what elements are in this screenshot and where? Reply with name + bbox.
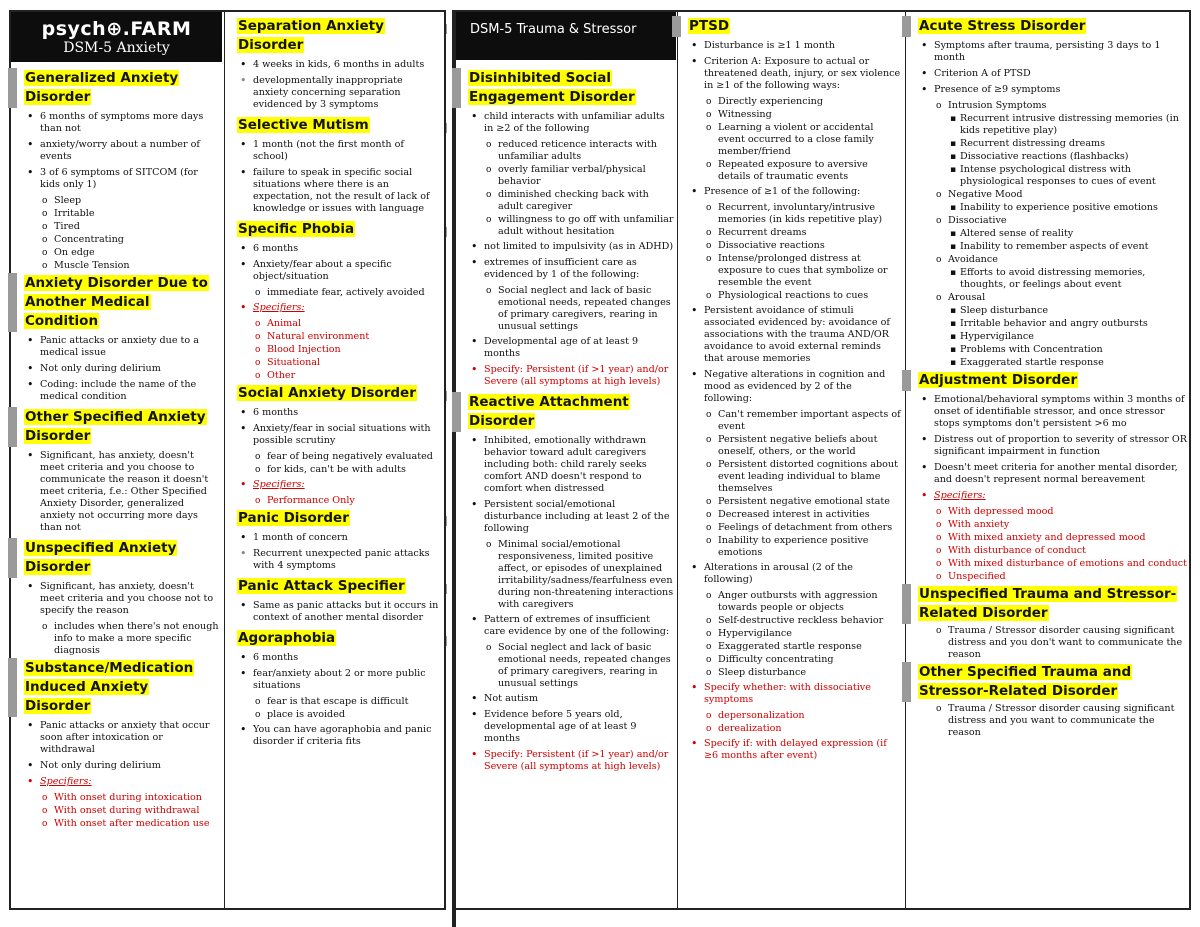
list-item: o Social neglect and lack of basic emotional needs, repeated changes of primary caregivers, rearing in unusual settings: [464, 642, 674, 690]
list-item: o Dissociative reactions: [684, 240, 902, 252]
section-title: Disinhibited Social Engagement Disorder: [469, 70, 635, 105]
list-item: • Alterations in arousal (2 of the following): [684, 562, 902, 586]
section-title: Adjustment Disorder: [919, 372, 1078, 388]
list-item: o Tired: [20, 221, 220, 233]
list-item: o Sleep disturbance: [684, 667, 902, 679]
list-item: o Persistent distorted cognitions about event leading individual to blame themselves: [684, 459, 902, 495]
agoraphobia-list: [233, 652, 441, 748]
list-item: • 4 weeks in kids, 6 months in adults: [233, 59, 441, 71]
list-item: o With mixed disturbance of emotions and conduct: [914, 558, 1188, 570]
list-item: o Natural environment: [233, 331, 441, 343]
list-item: • Evidence before 5 years old, developmental age of at least 9 months: [464, 709, 674, 745]
column-right-1: [464, 68, 674, 777]
list-item: o Irritable: [20, 208, 220, 220]
list-item: ▪ Recurrent distressing dreams: [914, 138, 1188, 150]
list-item: o Minimal social/emotional responsiveness, limited positive affect, or episodes of unexplained irritability/sadness/fearfulness even during non-threatening interactions with caregivers: [464, 539, 674, 611]
column-divider: [224, 12, 225, 908]
list-item: • Pattern of extremes of insufficient care evidence by one of the following:: [464, 614, 674, 638]
selective-mutism-list: [233, 139, 441, 215]
list-item: ▪ Intense psychological distress with physiological responses to cues of event: [914, 164, 1188, 188]
selective-mutism-heading: [233, 115, 441, 136]
list-item: • Persistent social/emotional disturbance including at least 2 of the following: [464, 499, 674, 535]
list-item: o With disturbance of conduct: [914, 545, 1188, 557]
list-item: o Intense/prolonged distress at exposure to cues that symbolize or resemble the event: [684, 253, 902, 289]
section-title: Social Anxiety Disorder: [238, 385, 416, 401]
list-item: • Same as panic attacks but it occurs in context of another mental disorder: [233, 600, 441, 624]
section-title: Anxiety Disorder Due to Another Medical Condition: [25, 275, 208, 329]
list-item: • 1 month of concern: [233, 532, 441, 544]
list-item: ▪ Recurrent intrusive distressing memories (in kids repetitive play): [914, 113, 1188, 137]
section-title: Other Specified Anxiety Disorder: [25, 409, 206, 444]
list-item: o Animal: [233, 318, 441, 330]
list-item: o Persistent negative beliefs about oneself, others, or the world: [684, 434, 902, 458]
list-item: • 6 months: [233, 243, 441, 255]
list-item: o Recurrent dreams: [684, 227, 902, 239]
section-title: Reactive Attachment Disorder: [469, 394, 629, 429]
list-item: • Specify: Persistent (if >1 year) and/or Severe (all symptoms at high levels): [464, 364, 674, 388]
list-item: • developmentally inappropriate anxiety concerning separation evidenced by 3 symptoms: [233, 75, 441, 111]
section-title: Agoraphobia: [238, 630, 336, 646]
list-item: ▪ Efforts to avoid distressing memories, thoughts, or feelings about event: [914, 267, 1188, 291]
list-item: o Witnessing: [684, 109, 902, 121]
section-title: Substance/Medication Induced Anxiety Disorder: [25, 660, 194, 714]
acute-stress-disorder-list: [914, 40, 1188, 369]
list-item: • Symptoms after trauma, persisting 3 days to 1 month: [914, 40, 1188, 64]
list-item: • 3 of 6 symptoms of SITCOM (for kids only 1): [20, 167, 220, 191]
reactive-attachment-disorder-list: [464, 435, 674, 773]
list-item: ▪ Exaggerated startle response: [914, 357, 1188, 369]
list-item: o Self-destructive reckless behavior: [684, 615, 902, 627]
list-item: o Hypervigilance: [684, 628, 902, 640]
list-item: o Blood Injection: [233, 344, 441, 356]
panic-attack-specifier-list: [233, 600, 441, 624]
list-item: • Anxiety/fear in social situations with possible scrutiny: [233, 423, 441, 447]
list-item: o With onset during intoxication: [20, 792, 220, 804]
list-item: • Persistent avoidance of stimuli associated evidenced by: avoidance of associations with the trauma AND/OR avoidance to avoid external reminds that arouse memories: [684, 305, 902, 365]
list-item: • Emotional/behavioral symptoms within 3 months of onset of identifiable stressor, and once stressor stops symptoms don't persistent >6 mo: [914, 394, 1188, 430]
column-right-3: [914, 16, 1188, 740]
list-item: o Directly experiencing: [684, 96, 902, 108]
unspecified-trauma-and-stressor-related-disorder-list: [914, 625, 1188, 661]
list-item: o overly familiar verbal/physical behavior: [464, 164, 674, 188]
list-item: o Exaggerated startle response: [684, 641, 902, 653]
list-item: o Social neglect and lack of basic emotional needs, repeated changes of primary caregivers, rearing in unusual settings: [464, 285, 674, 333]
section-title: Selective Mutism: [238, 117, 369, 133]
section-title: Acute Stress Disorder: [919, 18, 1086, 34]
list-item: o Physiological reactions to cues: [684, 290, 902, 302]
list-item: o Inability to experience positive emotions: [684, 535, 902, 559]
list-item: ▪ Hypervigilance: [914, 331, 1188, 343]
list-item: • Inhibited, emotionally withdrawn behavior toward adult caregivers including both: child rarely seeks comfort AND doesn't respond to comfort when distressed: [464, 435, 674, 495]
list-item: • Significant, has anxiety, doesn't meet criteria and you choose not to specify the reason: [20, 581, 220, 617]
list-item: • Negative alterations in cognition and mood as evidenced by 2 of the following:: [684, 369, 902, 405]
list-item: • 6 months: [233, 407, 441, 419]
list-item: ▪ Dissociative reactions (flashbacks): [914, 151, 1188, 163]
list-item: • Coding: include the name of the medical condition: [20, 379, 220, 403]
adjustment-disorder-heading: [914, 370, 1188, 391]
list-item: o Intrusion Symptoms: [914, 100, 1188, 112]
agoraphobia-heading: [233, 628, 441, 649]
list-item: • Not only during delirium: [20, 363, 220, 375]
list-item: • Specify whether: with dissociative symptoms: [684, 682, 902, 706]
list-item: • Specifiers:: [233, 302, 441, 314]
column-left-2: [233, 16, 441, 752]
list-item: • anxiety/worry about a number of events: [20, 139, 220, 163]
column-right-2: [684, 16, 902, 766]
acute-stress-disorder-heading: [914, 16, 1188, 37]
list-item: • Specifiers:: [233, 479, 441, 491]
list-item: ▪ Inability to experience positive emotions: [914, 202, 1188, 214]
list-item: • Presence of ≥1 of the following:: [684, 186, 902, 198]
list-item: • child interacts with unfamiliar adults in ≥2 of the following: [464, 111, 674, 135]
separation-anxiety-disorder-list: [233, 59, 441, 111]
list-item: o depersonalization: [684, 710, 902, 722]
list-item: • Specifiers:: [20, 776, 220, 788]
section-title: Panic Disorder: [238, 510, 349, 526]
generalized-anxiety-disorder-list: [20, 111, 220, 272]
list-item: o reduced reticence interacts with unfamiliar adults: [464, 139, 674, 163]
social-anxiety-disorder-heading: [233, 383, 441, 404]
list-item: o Muscle Tension: [20, 260, 220, 272]
list-item: ▪ Inability to remember aspects of event: [914, 241, 1188, 253]
list-item: o Dissociative: [914, 215, 1188, 227]
list-item: o Performance Only: [233, 495, 441, 507]
list-item: • failure to speak in specific social situations where there is an expectation, not the result of lack of knowledge or issues with language: [233, 167, 441, 215]
disinhibited-social-engagement-disorder-heading: [464, 68, 674, 108]
list-item: o With depressed mood: [914, 506, 1188, 518]
list-item: • Specifiers:: [914, 490, 1188, 502]
list-item: o Trauma / Stressor disorder causing significant distress and you want to communicate the reason: [914, 703, 1188, 739]
column-divider: [905, 12, 906, 908]
panic-attack-specifier-heading: [233, 576, 441, 597]
list-item: • Not only during delirium: [20, 760, 220, 772]
list-item: o immediate fear, actively avoided: [233, 287, 441, 299]
other-specified-anxiety-disorder-list: [20, 450, 220, 534]
list-item: o Feelings of detachment from others: [684, 522, 902, 534]
list-item: • Specify if: with delayed expression (if ≥6 months after event): [684, 738, 902, 762]
other-specified-anxiety-disorder-heading: [20, 407, 220, 447]
list-item: • Specify: Persistent (if >1 year) and/or Severe (all symptoms at high levels): [464, 749, 674, 773]
list-item: o place is avoided: [233, 709, 441, 721]
list-item: • Distress out of proportion to severity of stressor OR significant impairment in function: [914, 434, 1188, 458]
list-item: o derealization: [684, 723, 902, 735]
anxiety-banner: [11, 12, 222, 62]
list-item: o Other: [233, 370, 441, 382]
generalized-anxiety-disorder-heading: [20, 68, 220, 108]
list-item: • Presence of ≥9 symptoms: [914, 84, 1188, 96]
list-item: • 6 months of symptoms more days than not: [20, 111, 220, 135]
list-item: • Not autism: [464, 693, 674, 705]
list-item: • Developmental age of at least 9 months: [464, 336, 674, 360]
section-title: Separation Anxiety Disorder: [238, 18, 384, 53]
list-item: o Repeated exposure to aversive details of traumatic events: [684, 159, 902, 183]
list-item: • fear/anxiety about 2 or more public situations: [233, 668, 441, 692]
list-item: o On edge: [20, 247, 220, 259]
list-item: o Avoidance: [914, 254, 1188, 266]
list-item: • Significant, has anxiety, doesn't meet criteria and you choose to communicate the reason it doesn't meet criteria, f.e.: Other Specified Anxiety Disorder, generalized anxiety not occurring more days than not: [20, 450, 220, 534]
list-item: • Criterion A of PTSD: [914, 68, 1188, 80]
list-item: • Panic attacks or anxiety due to a medical issue: [20, 335, 220, 359]
brand-logo: psych⊕.FARM: [41, 18, 192, 40]
list-item: o Decreased interest in activities: [684, 509, 902, 521]
disinhibited-social-engagement-disorder-list: [464, 111, 674, 388]
list-item: o Anger outbursts with aggression towards people or objects: [684, 590, 902, 614]
ptsd-heading: [684, 16, 902, 37]
list-item: ▪ Problems with Concentration: [914, 344, 1188, 356]
specific-phobia-list: [233, 243, 441, 382]
section-title: Unspecified Trauma and Stressor-Related Disorder: [919, 586, 1177, 621]
social-anxiety-disorder-list: [233, 407, 441, 507]
list-item: o With onset after medication use: [20, 818, 220, 830]
list-item: o fear is that escape is difficult: [233, 696, 441, 708]
list-item: • Recurrent unexpected panic attacks with 4 symptoms: [233, 548, 441, 572]
section-title: Unspecified Anxiety Disorder: [25, 540, 177, 575]
list-item: ▪ Irritable behavior and angry outbursts: [914, 318, 1188, 330]
substance-medication-induced-anxiety-disorder-list: [20, 720, 220, 830]
ptsd-list: [684, 40, 902, 762]
list-item: o for kids, can't be with adults: [233, 464, 441, 476]
substance-medication-induced-anxiety-disorder-heading: [20, 658, 220, 717]
list-item: • 6 months: [233, 652, 441, 664]
anxiety-disorder-due-to-another-medical-condition-heading: [20, 273, 220, 332]
list-item: o Arousal: [914, 292, 1188, 304]
unspecified-anxiety-disorder-list: [20, 581, 220, 657]
panel-spine: [452, 10, 456, 927]
banner-title: DSM-5 Trauma & Stressor: [470, 22, 637, 37]
section-title: Other Specified Trauma and Stressor-Related Disorder: [919, 664, 1132, 699]
list-item: ▪ Sleep disturbance: [914, 305, 1188, 317]
list-item: ▪ Altered sense of reality: [914, 228, 1188, 240]
anxiety-disorder-due-to-another-medical-condition-list: [20, 335, 220, 403]
list-item: o Concentrating: [20, 234, 220, 246]
list-item: o Persistent negative emotional state: [684, 496, 902, 508]
list-item: o fear of being negatively evaluated: [233, 451, 441, 463]
section-title: Specific Phobia: [238, 221, 355, 237]
banner-title: DSM-5 Anxiety: [63, 40, 170, 56]
list-item: • Criterion A: Exposure to actual or threatened death, injury, or sex violence in ≥1 of the following ways:: [684, 56, 902, 92]
list-item: o Can't remember important aspects of event: [684, 409, 902, 433]
other-specified-trauma-and-stressor-related-disorder-list: [914, 703, 1188, 739]
list-item: • Anxiety/fear about a specific object/situation: [233, 259, 441, 283]
panic-disorder-list: [233, 532, 441, 572]
adjustment-disorder-list: [914, 394, 1188, 583]
section-title: Panic Attack Specifier: [238, 578, 405, 594]
unspecified-anxiety-disorder-heading: [20, 538, 220, 578]
list-item: o Sleep: [20, 195, 220, 207]
section-title: PTSD: [689, 18, 730, 34]
list-item: • Panic attacks or anxiety that occur soon after intoxication or withdrawal: [20, 720, 220, 756]
column-left-1: [20, 68, 220, 831]
unspecified-trauma-and-stressor-related-disorder-heading: [914, 584, 1188, 624]
reactive-attachment-disorder-heading: [464, 392, 674, 432]
specific-phobia-heading: [233, 219, 441, 240]
list-item: o Situational: [233, 357, 441, 369]
list-item: o diminished checking back with adult caregiver: [464, 189, 674, 213]
list-item: o Difficulty concentrating: [684, 654, 902, 666]
list-item: • You can have agoraphobia and panic disorder if criteria fits: [233, 724, 441, 748]
list-item: • not limited to impulsivity (as in ADHD): [464, 241, 674, 253]
list-item: • extremes of insufficient care as evidenced by 1 of the following:: [464, 257, 674, 281]
other-specified-trauma-and-stressor-related-disorder-heading: [914, 662, 1188, 702]
column-divider: [677, 12, 678, 908]
list-item: o With mixed anxiety and depressed mood: [914, 532, 1188, 544]
section-title: Generalized Anxiety Disorder: [25, 70, 179, 105]
list-item: o Negative Mood: [914, 189, 1188, 201]
panic-disorder-heading: [233, 508, 441, 529]
list-item: • 1 month (not the first month of school): [233, 139, 441, 163]
list-item: o Trauma / Stressor disorder causing significant distress and you don't want to communicate the reason: [914, 625, 1188, 661]
list-item: • Disturbance is ≥1 1 month: [684, 40, 902, 52]
list-item: o With anxiety: [914, 519, 1188, 531]
trauma-banner: [456, 12, 676, 60]
list-item: • Doesn't meet criteria for another mental disorder, and doesn't represent normal bereavement: [914, 462, 1188, 486]
list-item: o willingness to go off with unfamiliar adult without hesitation: [464, 214, 674, 238]
list-item: o Learning a violent or accidental event occurred to a close family member/friend: [684, 122, 902, 158]
list-item: o includes when there's not enough info to make a more specific diagnosis: [20, 621, 220, 657]
list-item: o Recurrent, involuntary/intrusive memories (in kids repetitive play): [684, 202, 902, 226]
list-item: o Unspecified: [914, 571, 1188, 583]
separation-anxiety-disorder-heading: [233, 16, 441, 56]
list-item: o With onset during withdrawal: [20, 805, 220, 817]
